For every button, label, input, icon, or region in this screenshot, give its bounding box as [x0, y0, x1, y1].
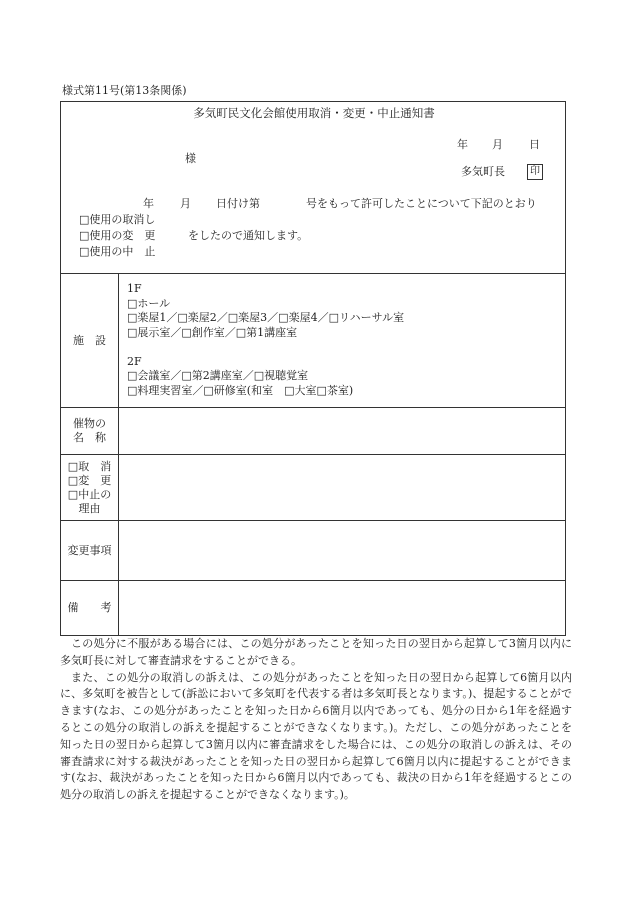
addressee-honorific: 様 — [185, 152, 196, 165]
facilities-row — [61, 273, 565, 407]
appeal-notes — [60, 636, 572, 804]
event-name-row — [61, 407, 565, 454]
reason-label-2: □変 更 — [67, 473, 112, 487]
remarks-label-text: 備 考 — [67, 601, 112, 614]
facilities-list — [127, 282, 404, 398]
remarks-label — [61, 581, 119, 635]
option-cancel: □使用の取消し — [79, 213, 156, 226]
floor-2-line-1: □会議室／□第2講座室／□視聴覚室 — [127, 369, 309, 382]
floor-1-line-2: □楽屋1／□楽屋2／□楽屋3／□楽屋4／□リハーサル室 — [127, 311, 405, 324]
details-table — [60, 273, 566, 636]
floor-1-line-1: □ホール — [127, 296, 171, 310]
option-change: □使用の変 更 — [79, 229, 156, 242]
remarks-row — [61, 580, 565, 635]
facilities-label-text: 施 設 — [73, 333, 106, 347]
reason-label-1: □取 消 — [67, 459, 112, 473]
seal-mark — [527, 164, 543, 180]
floor-1-line-3: □展示室／□創作室／□第1講座室 — [127, 325, 298, 339]
change-items-row — [61, 520, 565, 580]
floor-1-label: 1F — [127, 282, 142, 295]
event-name-label — [61, 408, 119, 454]
spacer — [127, 340, 404, 355]
event-name-label-2: 名 称 — [73, 431, 106, 444]
date-month: 月 — [492, 138, 503, 151]
permit-day-no: 日付け第 — [216, 197, 260, 210]
date-year: 年 — [457, 138, 468, 151]
appeal-note-2: また、この処分の取消しの訴えは、この処分があったことを知った日の翌日から起算して6箇月以内に、多気町を被告として(訴訟において多気町を代表する者は多気町長となります。)、提起することができます(なお、この処分があったことを知った日から6箇月以内であっても、処分の日から1年を経過するとこの処分の取消しの訴えを提起することができなくなります。)。ただし、この処分があったことを知った日の翌日から起算して3箇月以内に審査請求をした場合には、この処分の取消しの訴えは、その審査請求に対する裁決があったことを知った日の翌日から起算して6箇月以内に提起することができます(なお、裁決があったことを知った日から6箇月以内であっても、裁決の日から1年を経過するとこの処分の取消しの訴えを提起することができなくなります。)。 — [60, 670, 572, 802]
facilities-label — [61, 274, 119, 407]
option-stop: □使用の中 止 — [79, 245, 156, 258]
document-title: 多気町民文化会館使用取消・変更・中止通知書 — [193, 106, 435, 120]
reason-row — [61, 454, 565, 520]
seal-label: 印 — [530, 166, 540, 177]
change-items-label — [61, 521, 119, 580]
permit-month: 月 — [180, 197, 191, 210]
notice-text: をしたので通知します。 — [188, 229, 309, 242]
reason-label — [61, 455, 119, 520]
date-day: 日 — [529, 138, 540, 151]
floor-2-label: 2F — [127, 354, 142, 368]
event-name-label-1: 催物の — [73, 417, 106, 430]
permit-rest: 号をもって許可したことについて下記のとおり — [306, 197, 537, 210]
permit-year: 年 — [143, 197, 154, 210]
issuer-name: 多気町長 — [461, 165, 505, 178]
appeal-note-1: この処分に不服がある場合には、この処分があったことを知った日の翌日から起算して3箇月以内に多気町長に対して審査請求をすることができる。 — [60, 637, 572, 667]
floor-2-line-2: □料理実習室／□研修室(和室 □大室□茶室) — [127, 383, 354, 397]
change-items-label-text: 変更事項 — [67, 543, 112, 557]
form-number-label: 様式第11号(第13条関係) — [62, 84, 187, 97]
reason-label-4: 理由 — [78, 501, 101, 515]
notice-header-box — [60, 101, 566, 274]
reason-label-3: □中止の — [67, 487, 112, 501]
